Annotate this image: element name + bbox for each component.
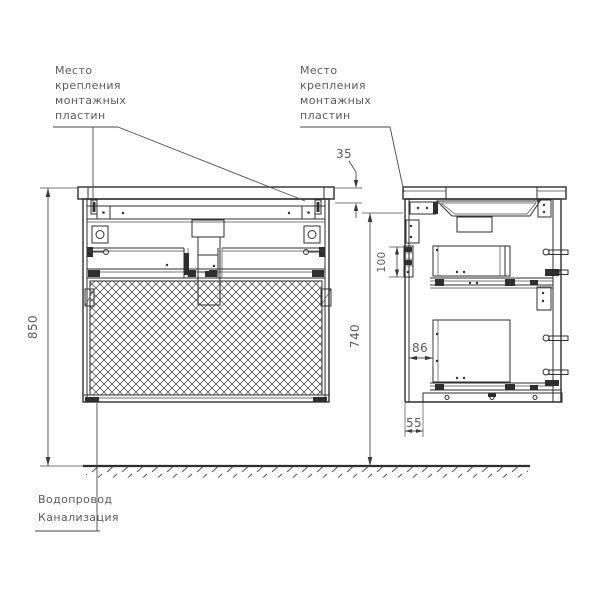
front-view xyxy=(78,187,334,402)
label-left-mount xyxy=(55,64,126,122)
side-lower-rails xyxy=(430,383,553,390)
side-front-mid-bracket xyxy=(537,287,551,310)
label-left-mount-line1: Место xyxy=(55,64,93,77)
front-right-hinge-plate xyxy=(304,226,320,243)
side-lower-drawer-box xyxy=(433,320,510,382)
front-right-mounting-plate xyxy=(288,200,321,219)
dim-value-35: 35 xyxy=(335,147,353,161)
label-left-mount-line4: пластин xyxy=(55,109,106,122)
side-view xyxy=(403,187,568,402)
label-utilities-line2: Канализация xyxy=(38,511,119,524)
side-back-top-bracket xyxy=(410,202,438,214)
side-back-plate xyxy=(406,220,419,243)
label-right-mount xyxy=(300,64,371,122)
side-countertop xyxy=(403,187,566,199)
dimension-overall-height xyxy=(26,188,83,466)
label-utilities xyxy=(38,493,119,524)
label-utilities-line1: Водопровод xyxy=(38,493,113,506)
side-bottom-panel xyxy=(423,393,562,402)
ground-line xyxy=(83,466,530,478)
side-upper-rails xyxy=(430,278,553,288)
dimension-countertop-thickness xyxy=(335,147,362,218)
front-drawer-hatched-panel xyxy=(90,281,322,395)
side-sink-bowl xyxy=(437,201,540,232)
dimension-mounting-plate-height xyxy=(376,247,406,277)
dimension-drawer-back-clearance xyxy=(409,340,433,366)
front-left-hinge-plate xyxy=(92,226,108,243)
dim-value-86: 86 xyxy=(411,341,429,355)
dim-value-100: 100 xyxy=(376,251,388,273)
label-right-mount-line1: Место xyxy=(300,64,338,77)
label-right-mount-line2: крепления xyxy=(300,79,366,92)
front-left-mounting-plate xyxy=(91,200,124,219)
side-upper-drawer-box xyxy=(433,246,510,276)
dim-value-55: 55 xyxy=(405,416,423,430)
label-right-mount-line3: монтажных xyxy=(300,94,372,107)
side-handle-pins xyxy=(543,249,568,386)
label-right-mount-line4: пластин xyxy=(300,109,351,122)
dim-value-850: 850 xyxy=(26,314,40,340)
dim-value-740: 740 xyxy=(348,323,362,349)
label-left-mount-line3: монтажных xyxy=(55,94,127,107)
label-left-mount-line2: крепления xyxy=(55,79,121,92)
leader-left-mount xyxy=(53,127,305,203)
dimension-bottom-back-clearance xyxy=(405,403,423,437)
dimension-cabinet-height xyxy=(348,213,403,466)
